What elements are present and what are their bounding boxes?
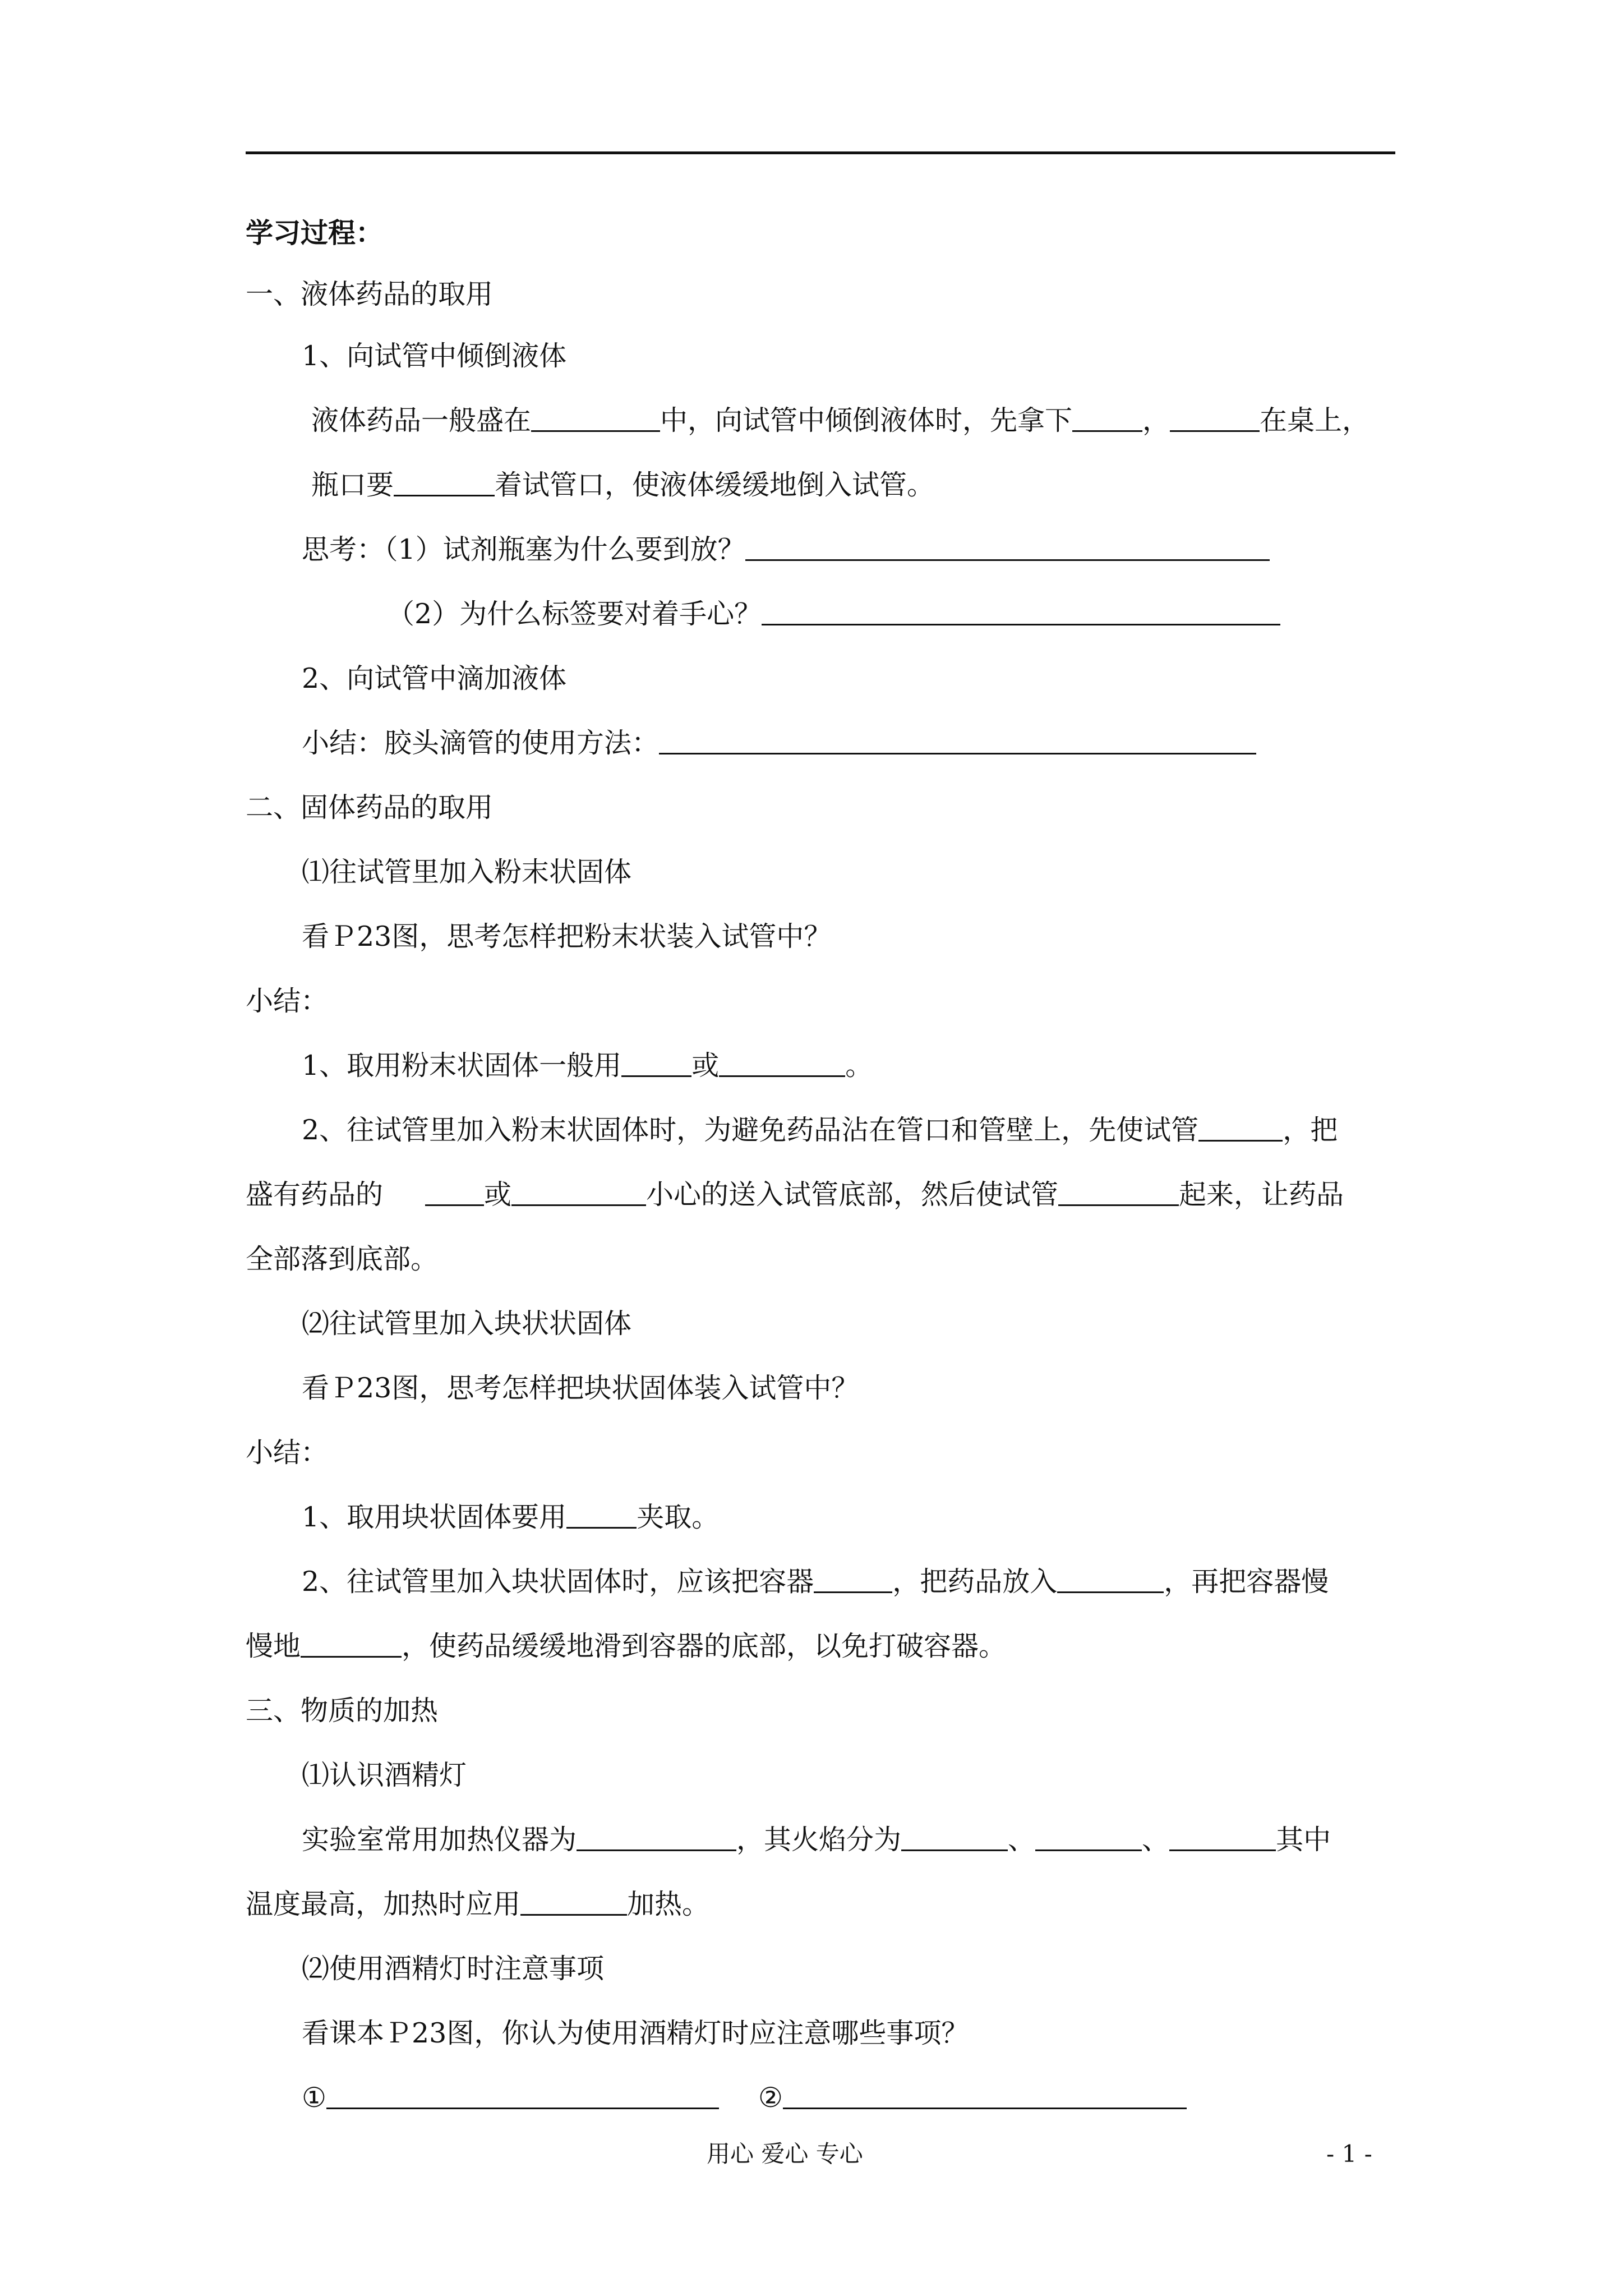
page-number: - 1 - xyxy=(1326,2140,1372,2168)
notes-items: ① ② xyxy=(302,2081,1187,2115)
fill-blank[interactable] xyxy=(1198,1115,1283,1142)
fill-blank[interactable] xyxy=(814,1567,892,1593)
fill-blank[interactable] xyxy=(1072,406,1142,432)
fill-blank[interactable] xyxy=(1169,1825,1276,1851)
fill-blank[interactable] xyxy=(1170,406,1260,432)
section-1-paragraph-2: 瓶口要 着试管口，使液体缓缓地倒入试管。 xyxy=(311,469,935,501)
summary-1-item-2-end: 全部落到底部。 xyxy=(246,1243,439,1275)
answer-line[interactable] xyxy=(783,2083,1187,2109)
section-3-sub-1: ⑴认识酒精灯 xyxy=(302,1759,467,1791)
section-2-title: 二、固体药品的取用 xyxy=(246,792,494,823)
fill-blank[interactable] xyxy=(621,1051,691,1077)
section-1-sub-2: 2、向试管中滴加液体 xyxy=(302,662,567,694)
answer-line[interactable] xyxy=(745,535,1270,561)
answer-line[interactable] xyxy=(326,2083,719,2109)
summary-1-item-1: 1、取用粉末状固体一般用 或 。 xyxy=(302,1050,873,1082)
fill-blank[interactable] xyxy=(901,1825,1008,1851)
footer-slogan: 用心 爱心 专心 xyxy=(707,2140,863,2168)
summary-2-item-1: 1、取用块状固体要用 夹取。 xyxy=(302,1501,720,1533)
fill-blank[interactable] xyxy=(511,1180,646,1206)
header-rule xyxy=(246,151,1395,154)
summary-2-item-2: 2、往试管里加入块状固体时，应该把容器 ，把药品放入 ，再把容器慢 xyxy=(302,1566,1329,1598)
think-question-2: （2）为什么标签要对着手心？ xyxy=(387,597,1280,631)
section-1-sub-1: 1、向试管中倾倒液体 xyxy=(302,340,567,372)
fill-blank[interactable] xyxy=(520,1889,627,1916)
fill-blank[interactable] xyxy=(1058,1180,1179,1206)
summary-1-item-2: 2、往试管里加入粉末状固体时，为避免药品沾在管口和管壁上，先使试管 ，把 xyxy=(302,1114,1338,1146)
fill-blank[interactable] xyxy=(719,1051,845,1077)
answer-line[interactable] xyxy=(762,599,1280,625)
section-1-summary: 小结：胶头滴管的使用方法： xyxy=(302,726,1256,760)
fill-blank[interactable] xyxy=(577,1825,736,1851)
fill-blank[interactable] xyxy=(301,1631,402,1658)
think-question-1: 思考：（1）试剂瓶塞为什么要到放？ xyxy=(302,533,1270,567)
fill-blank[interactable] xyxy=(394,470,495,496)
section-3-paragraph-1: 实验室常用加热仪器为 ，其火焰分为 、 、 其中 xyxy=(302,1824,1331,1856)
section-1-title: 一、液体药品的取用 xyxy=(246,278,494,310)
fill-blank[interactable] xyxy=(425,1180,484,1206)
fill-blank[interactable] xyxy=(1057,1567,1164,1593)
summary-2-item-2-cont: 慢地 ，使药品缓缓地滑到容器的底部，以免打破容器。 xyxy=(246,1630,1007,1662)
section-2-look-2: 看Ｐ23图，思考怎样把块状固体装入试管中？ xyxy=(302,1372,859,1404)
section-1-paragraph-1: 液体药品一般盛在 中，向试管中倾倒液体时，先拿下 ， 在桌上， xyxy=(311,404,1370,436)
fill-blank[interactable] xyxy=(1035,1825,1142,1851)
section-3-title: 三、物质的加热 xyxy=(246,1695,439,1727)
section-2-sub-2: ⑵往试管里加入块状状固体 xyxy=(302,1308,632,1340)
fill-blank[interactable] xyxy=(566,1502,637,1529)
section-2-look-1: 看Ｐ23图，思考怎样把粉末状装入试管中？ xyxy=(302,921,832,953)
summary-label-1: 小结： xyxy=(246,985,329,1017)
section-3-sub-2: ⑵使用酒精灯时注意事项 xyxy=(302,1953,605,1985)
page-heading: 学习过程： xyxy=(246,217,384,249)
summary-label-2: 小结： xyxy=(246,1437,329,1469)
section-3-look: 看课本Ｐ23图，你认为使用酒精灯时应注意哪些事项？ xyxy=(302,2017,969,2049)
fill-blank[interactable] xyxy=(531,406,660,432)
section-3-paragraph-2: 温度最高，加热时应用 加热。 xyxy=(246,1888,710,1920)
summary-1-item-2-cont: 盛有药品的 或 小心的送入试管底部，然后使试管 起来，让药品 xyxy=(246,1179,1344,1211)
answer-line[interactable] xyxy=(659,728,1256,754)
section-2-sub-1: ⑴往试管里加入粉末状固体 xyxy=(302,856,632,888)
